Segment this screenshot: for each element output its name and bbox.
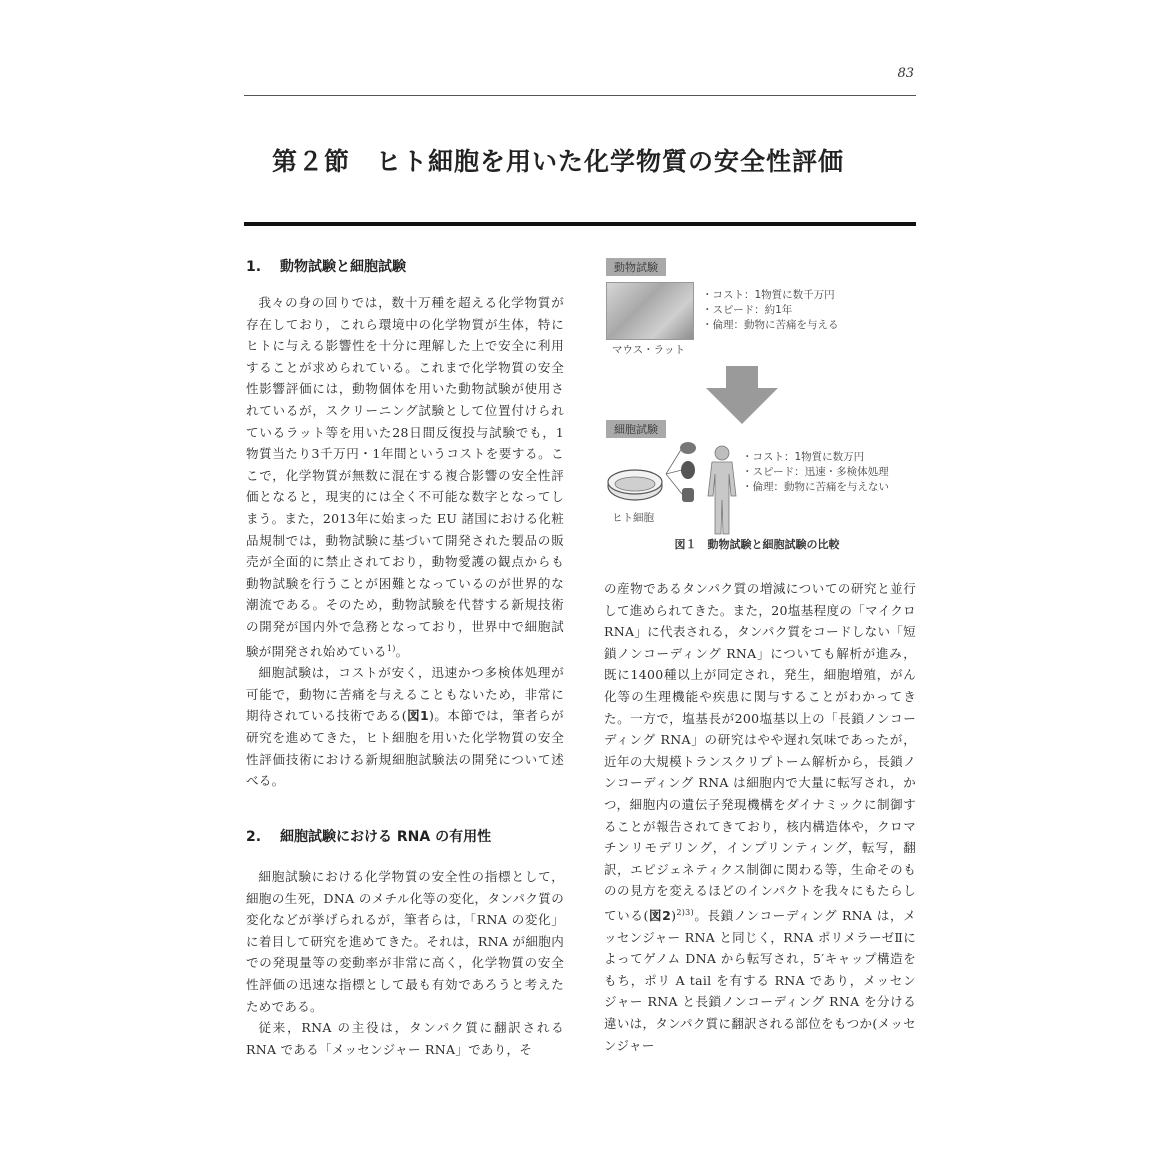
s1-p1-end: 。 bbox=[395, 643, 409, 659]
mouse-photo bbox=[606, 282, 694, 340]
section-1-title: 動物試験と細胞試験 bbox=[280, 259, 406, 275]
cell-bullet-speed: ・ スピード：迅速・多検体処理 bbox=[742, 465, 889, 480]
organs-icon bbox=[664, 440, 702, 510]
section-2-paragraph-1: 細胞試験における化学物質の安全性の指標として，細胞の生死，DNA のメチル化等の変化，タンパク質の変化などが挙げられるが，筆者らは，「RNA の変化」に着目して研究を進めてきた。それは，RNA が細胞内での発現量等の変動率が非常に高く，化学物質の安全性評価の迅速な指標として最も有効であろうと考えたためである。 bbox=[246, 869, 564, 1014]
animal-caption: マウス・ラット bbox=[612, 344, 685, 356]
s1-p2-before: 細胞試験は，コストが安く，迅速かつ多検体処理が可能で，動物に苦痛を与えることもないため，非常に期待されている技術である( bbox=[246, 665, 564, 724]
section-1-heading bbox=[246, 256, 406, 276]
citation-2-3: 2)3) bbox=[676, 907, 694, 917]
down-arrow-icon bbox=[706, 366, 778, 424]
section-1-paragraph-1 bbox=[246, 292, 564, 662]
page-number: 83 bbox=[897, 66, 914, 81]
cell-bullet-ethics: ・ 倫理：動物に苦痛を与えない bbox=[742, 480, 889, 495]
s1-p1-text: 我々の身の回りでは，数十万種を超える化学物質が存在しており，これら環境中の化学物質が生体，特にヒトに与える影響性を十分に理解した上で安全に利用することが求められている。これまで化学物質の安全性影響評価には，動物個体を用いた動物試験が使用されているが，スクリーニング試験として位置付けられているラット等を用いた28日間反復投与試験でも，1物質当たり3千万円・1年間というコストを要する。ここで，化学物質が無数に混在する複合影響の安全性評価となると，現実的には全く不可能な数字となってしまう。また，2013年に始まった EU 諸国における化粧品規制では，動物試験に基づいて開発された製品の販売が全面的に禁止されており，動物愛護の観点からも動物試験を行うことが困難となっているのが世界的な潮流である。そのため，動物試験を代替する新規技術の開発が国内外で急務となっており，世界中で細胞試験が開発され始めている bbox=[246, 295, 564, 659]
petri-dish-icon bbox=[606, 464, 664, 504]
section-2-number: 2. bbox=[246, 829, 262, 845]
animal-test-bullets bbox=[702, 288, 839, 333]
figure-1-label: 図１ bbox=[674, 538, 697, 551]
section-title: 第２節 ヒト細胞を用いた化学物質の安全性評価 bbox=[272, 147, 845, 176]
cell-test-bullets bbox=[742, 450, 889, 495]
section-1-paragraph-2 bbox=[246, 662, 564, 792]
right-column-text bbox=[604, 578, 916, 1056]
right-p1-after: 。長鎖ノンコーディング RNA は，メッセンジャー RNA と同じく，RNA ポリメラーゼⅡによってゲノム DNA から転写され，5′キャップ構造をもち，ポリ A tail を有する RNA であり，メッセンジャー RNA と長鎖ノンコーディング RNA を分ける違いは，タンパク質に翻訳される部位をもつか(メッセンジャー bbox=[604, 908, 916, 1053]
left-column-section-1 bbox=[246, 292, 564, 792]
citation-1: 1) bbox=[386, 643, 396, 653]
section-2-heading bbox=[246, 826, 491, 846]
s1-p2-after: )。本節では，筆者らが研究を進めてきた，ヒト細胞を用いた化学物質の安全性評価技術における新規細胞試験法の開発について述べる。 bbox=[246, 708, 564, 789]
figure-1-caption bbox=[598, 536, 916, 552]
right-p1-before: の産物であるタンパク質の増減についての研究と並行して進められてきた。また，20塩基程度の「マイクロ RNA」に代表される，タンパク質をコードしない「短鎖ノンコーディング RNA」についても解析が進み，既に1400種以上が同定され，発生，細胞増殖，がん化等の生理機能や疾患に関与することがわかってきた。一方で，塩基長が200塩基以上の「長鎖ノンコーディング RNA」の研究はやや遅れ気味であったが，近年の大規模トランスクリプトーム解析から，長鎖ノンコーディング RNA は細胞内で大量に転写され，かつ，細胞内の遺伝子発現機構をダイナミックに制御することが報告されてきており，核内構造体や，クロマチンリモデリング，インプリンティング，転写，翻訳，エピジェネティクス制御に関わる等，生命そのものの見方を変えるほどのインパクトを我々にもたらしている( bbox=[604, 581, 916, 924]
animal-bullet-ethics: ・ 倫理：動物に苦痛を与える bbox=[702, 318, 839, 333]
cell-bullet-cost: ・ コスト：1物質に数万円 bbox=[742, 450, 889, 465]
figure-1 bbox=[598, 254, 916, 554]
cell-test-tag: 細胞試験 bbox=[606, 420, 666, 438]
right-column-paragraph: の産物であるタンパク質の増減についての研究と並行して進められてきた。また，20塩基程度の「マイクロ RNA」に代表される，タンパク質をコードしない「短鎖ノンコーディング RNA」についても解析が進み，既に1400種以上が同定され，発生，細胞増殖，がん化等の生理機能や疾患に関与することがわかってきた。一方で，塩基長が200塩基以上の「長鎖ノンコーディング RNA」の研究はやや遅れ気味であったが，近年の大規模トランスクリプトーム解析から，長鎖ノンコーディング RNA は細胞内で大量に転写され，かつ，細胞内の遺伝子発現機構をダイナミックに制御することが報告されてきており，核内構造体や，クロマチンリモデリング，インプリンティング，転写，翻訳，エピジェネティクス制御に関わる等，生命そのものの見方を変えるほどのインパクトを我々にもたらしている(図2)$^{2)3)}$。長鎖ノンコーディング RNA は，メッセンジャー RNA と同じく，RNA ポリメラーゼⅡによってゲノム DNA から転写され，5′キャップ構造をもち，ポリ A tail を有する RNA であり，メッセンジャー RNA と長鎖ノンコーディング RNA を分ける違いは，タンパク質に翻訳される部位をもつか(メッセンジャー bbox=[604, 581, 916, 1053]
left-column-section-2 bbox=[246, 866, 564, 1060]
animal-test-tag: 動物試験 bbox=[606, 258, 666, 276]
cell-caption: ヒト細胞 bbox=[612, 512, 654, 524]
title-rule bbox=[244, 222, 916, 226]
section-2-paragraph-2: 従来，RNA の主役は，タンパク質に翻訳される RNA である「メッセンジャー RNA」であり，そ bbox=[246, 1020, 564, 1057]
section-2-title: 細胞試験における RNA の有用性 bbox=[280, 829, 492, 845]
animal-bullet-speed: ・ スピード：約1年 bbox=[702, 303, 839, 318]
section-1-number: 1. bbox=[246, 259, 262, 275]
figure-1-title: 動物試験と細胞試験の比較 bbox=[707, 538, 840, 551]
animal-bullet-cost: ・ コスト：1物質に数千万円 bbox=[702, 288, 839, 303]
header-rule bbox=[244, 95, 916, 96]
figure-1-ref: 図1 bbox=[406, 708, 430, 724]
figure-2-ref: 図2 bbox=[648, 908, 672, 924]
human-body-icon bbox=[702, 444, 742, 536]
